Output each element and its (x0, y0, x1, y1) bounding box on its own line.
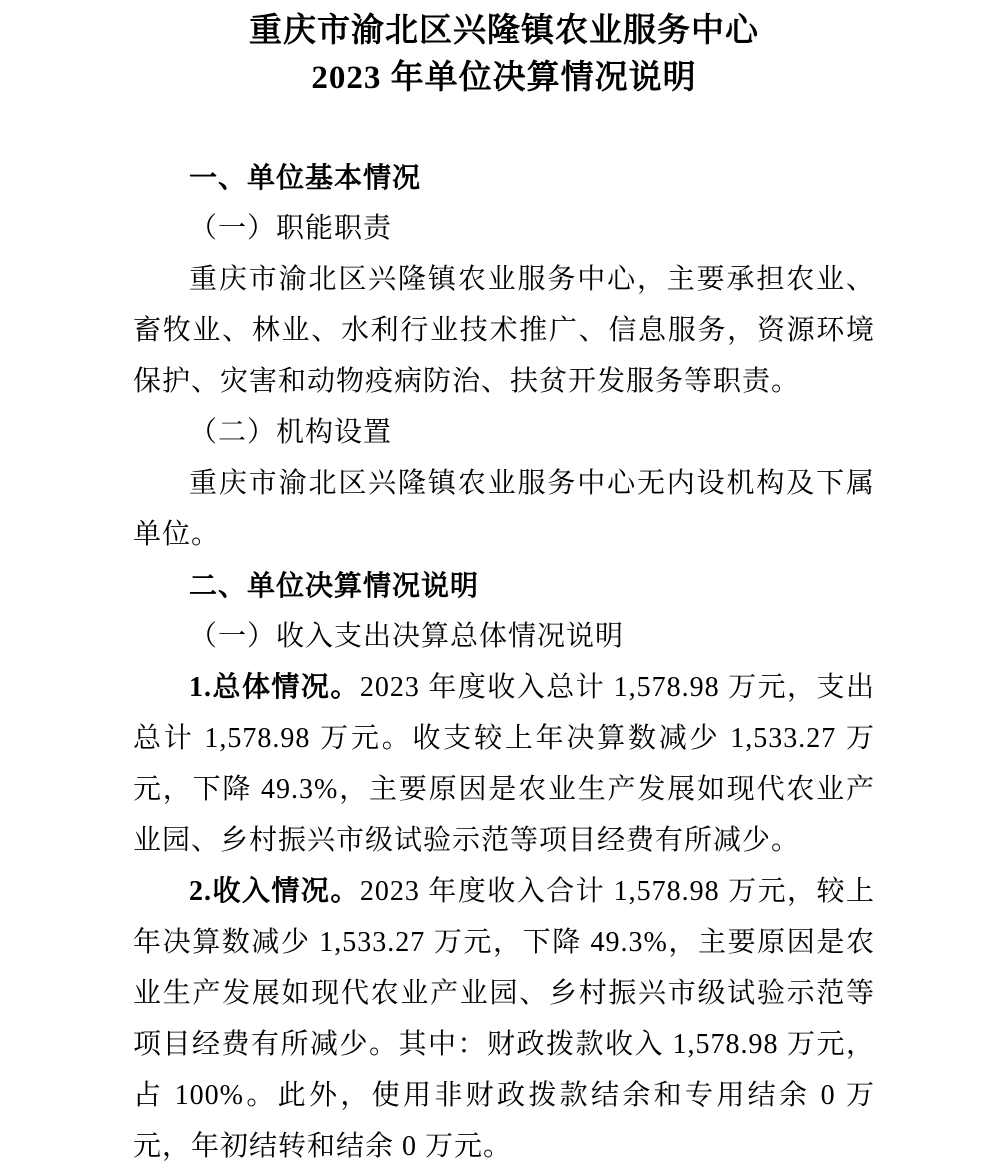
paragraph-income-situation (133, 866, 875, 1172)
paragraph-overall-text: 2023 年度收入总计 1,578.98 万元，支出总计 1,578.98 万元。收支较上年决算数减少 1,533.27 万元，下降 49.3%，主要原因是农业生产发展如现代农业产业园、乡村振兴市级试验示范等项目经费有所减少。 (133, 672, 875, 856)
paragraph-income-lead: 2.收入情况。 (189, 876, 360, 907)
document-title-line-1: 重庆市渝北区兴隆镇农业服务中心 (249, 13, 759, 49)
paragraph-income-text: 2023 年度收入合计 1,578.98 万元，较上年决算数减少 1,533.27 万元，下降 49.3%，主要原因是农业生产发展如现代农业产业园、乡村振兴市级试验示范等项目经费有所减少。其中：财政拨款收入 1,578.98 万元，占 100%。此外，使用非财政拨款结余和专用结余 0 万元，年初结转和结余 0 万元。 (133, 876, 875, 1162)
document-title (133, 8, 875, 102)
subsection-heading-overall: （一）收入支出决算总体情况说明 (189, 621, 625, 652)
paragraph-overall-situation (133, 662, 875, 866)
paragraph-structure: 重庆市渝北区兴隆镇农业服务中心无内设机构及下属单位。 (133, 468, 875, 550)
subsection-heading-structure: （二）机构设置 (189, 417, 393, 448)
paragraph-overall-lead: 1.总体情况。 (189, 672, 360, 703)
subsection-heading-duties: （一）职能职责 (189, 213, 393, 244)
paragraph-duties: 重庆市渝北区兴隆镇农业服务中心，主要承担农业、畜牧业、林业、水利行业技术推广、信息服务，资源环境保护、灾害和动物疫病防治、扶贫开发服务等职责。 (133, 264, 875, 397)
section-heading-basic-info: 一、单位基本情况 (189, 162, 422, 193)
section-heading-final-accounts: 二、单位决算情况说明 (189, 570, 480, 601)
document-body (133, 152, 875, 1172)
document-title-line-2: 2023 年单位决算情况说明 (311, 60, 697, 96)
